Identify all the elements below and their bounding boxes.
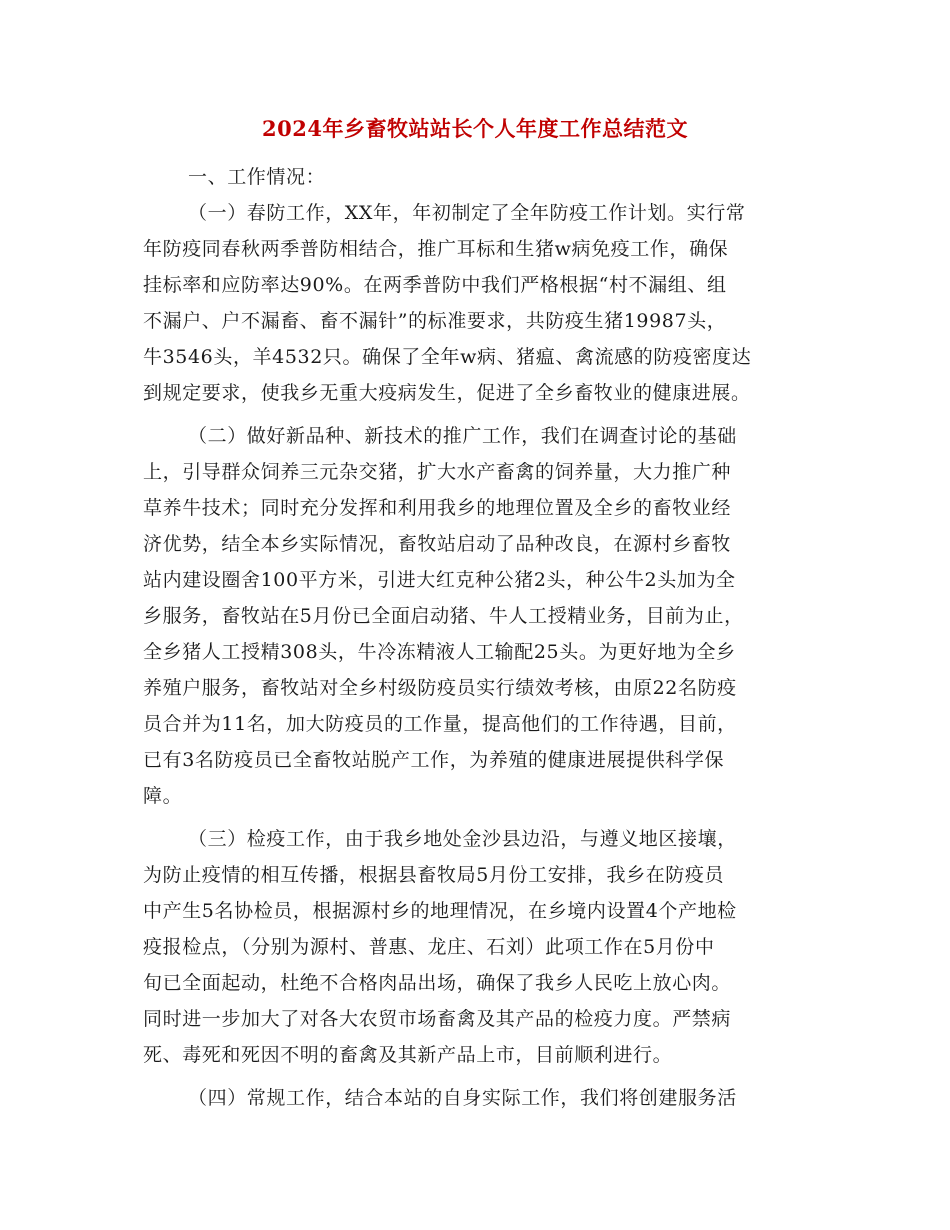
paragraph-line: （一）春防工作，XX年，年初制定了全年防疫工作计划。实行常 — [188, 202, 746, 224]
paragraph-line: 年防疫同春秋两季普防相结合，推广耳标和生猪w病免疫工作，确保 — [143, 238, 729, 260]
paragraph-line: 乡服务，畜牧站在5月份已全面启动猪、牛人工授精业务，目前为止， — [143, 605, 744, 627]
paragraph-line: 障。 — [143, 785, 183, 807]
paragraph-line: 不漏户、户不漏畜、畜不漏针”的标准要求，共防疫生猪19987头， — [143, 310, 727, 332]
paragraph-line: 为防止疫情的相互传播，根据县畜牧局5月份工安排，我乡在防疫员 — [143, 864, 725, 886]
paragraph-line: 疫报检点，（分别为源村、普惠、龙庄、石刘）此项工作在5月份中 — [143, 936, 715, 958]
paragraph-line: 挂标率和应防率达90%。在两季普防中我们严格根据“村不漏组、组 — [143, 274, 727, 296]
paragraph-line: （三）检疫工作，由于我乡地处金沙县边沿，与遵义地区接壤， — [188, 828, 737, 850]
paragraph-line: 济优势，结全本乡实际情况，畜牧站启动了品种改良，在源村乡畜牧 — [143, 533, 732, 555]
paragraph-line: 上，引导群众饲养三元杂交猪，扩大水产畜禽的饲养量，大力推广种 — [143, 461, 732, 483]
paragraph-line: 员合并为11名，加大防疫员的工作量，提高他们的工作待遇，目前， — [143, 713, 737, 735]
paragraph-line: 牛3546头，羊4532只。确保了全年w病、猪瘟、禽流感的防疫密度达 — [143, 346, 752, 368]
paragraph-line: （四）常规工作，结合本站的自身实际工作，我们将创建服务活 — [188, 1087, 737, 1109]
paragraph-line: 旬已全面起动，杜绝不合格肉品出场，确保了我乡人民吃上放心肉。 — [143, 972, 732, 994]
paragraph-line: 死、毒死和死因不明的畜禽及其新产品上市，目前顺利进行。 — [143, 1044, 673, 1066]
document-title: 2024年乡畜牧站站长个人年度工作总结范文 — [262, 116, 688, 141]
paragraph-line: 到规定要求，使我乡无重大疫病发生，促进了全乡畜牧业的健康进展。 — [143, 382, 751, 404]
paragraph-line: 已有3名防疫员已全畜牧站脱产工作，为养殖的健康进展提供科学保 — [143, 749, 725, 771]
paragraph-line: （二）做好新品种、新技术的推广工作，我们在调查讨论的基础 — [188, 425, 737, 447]
paragraph-line: 中产生5名协检员，根据源村乡的地理情况，在乡境内设置4个产地检 — [143, 900, 737, 922]
paragraph-line: 养殖户服务，畜牧站对全乡村级防疫员实行绩效考核，由原22名防疫 — [143, 677, 737, 699]
paragraph-line: 站内建设圈舍100平方米，引进大红克种公猪2头，种公牛2头加为全 — [143, 569, 736, 591]
paragraph-line: 同时进一步加大了对各大农贸市场畜禽及其产品的检疫力度。严禁病 — [143, 1008, 732, 1030]
paragraph-line: 草养牛技术；同时充分发挥和利用我乡的地理位置及全乡的畜牧业经 — [143, 497, 732, 519]
paragraph-line: 全乡猪人工授精308头，牛冷冻精液人工输配25头。为更好地为全乡 — [143, 641, 736, 663]
section-heading: 一、工作情况： — [188, 166, 326, 188]
